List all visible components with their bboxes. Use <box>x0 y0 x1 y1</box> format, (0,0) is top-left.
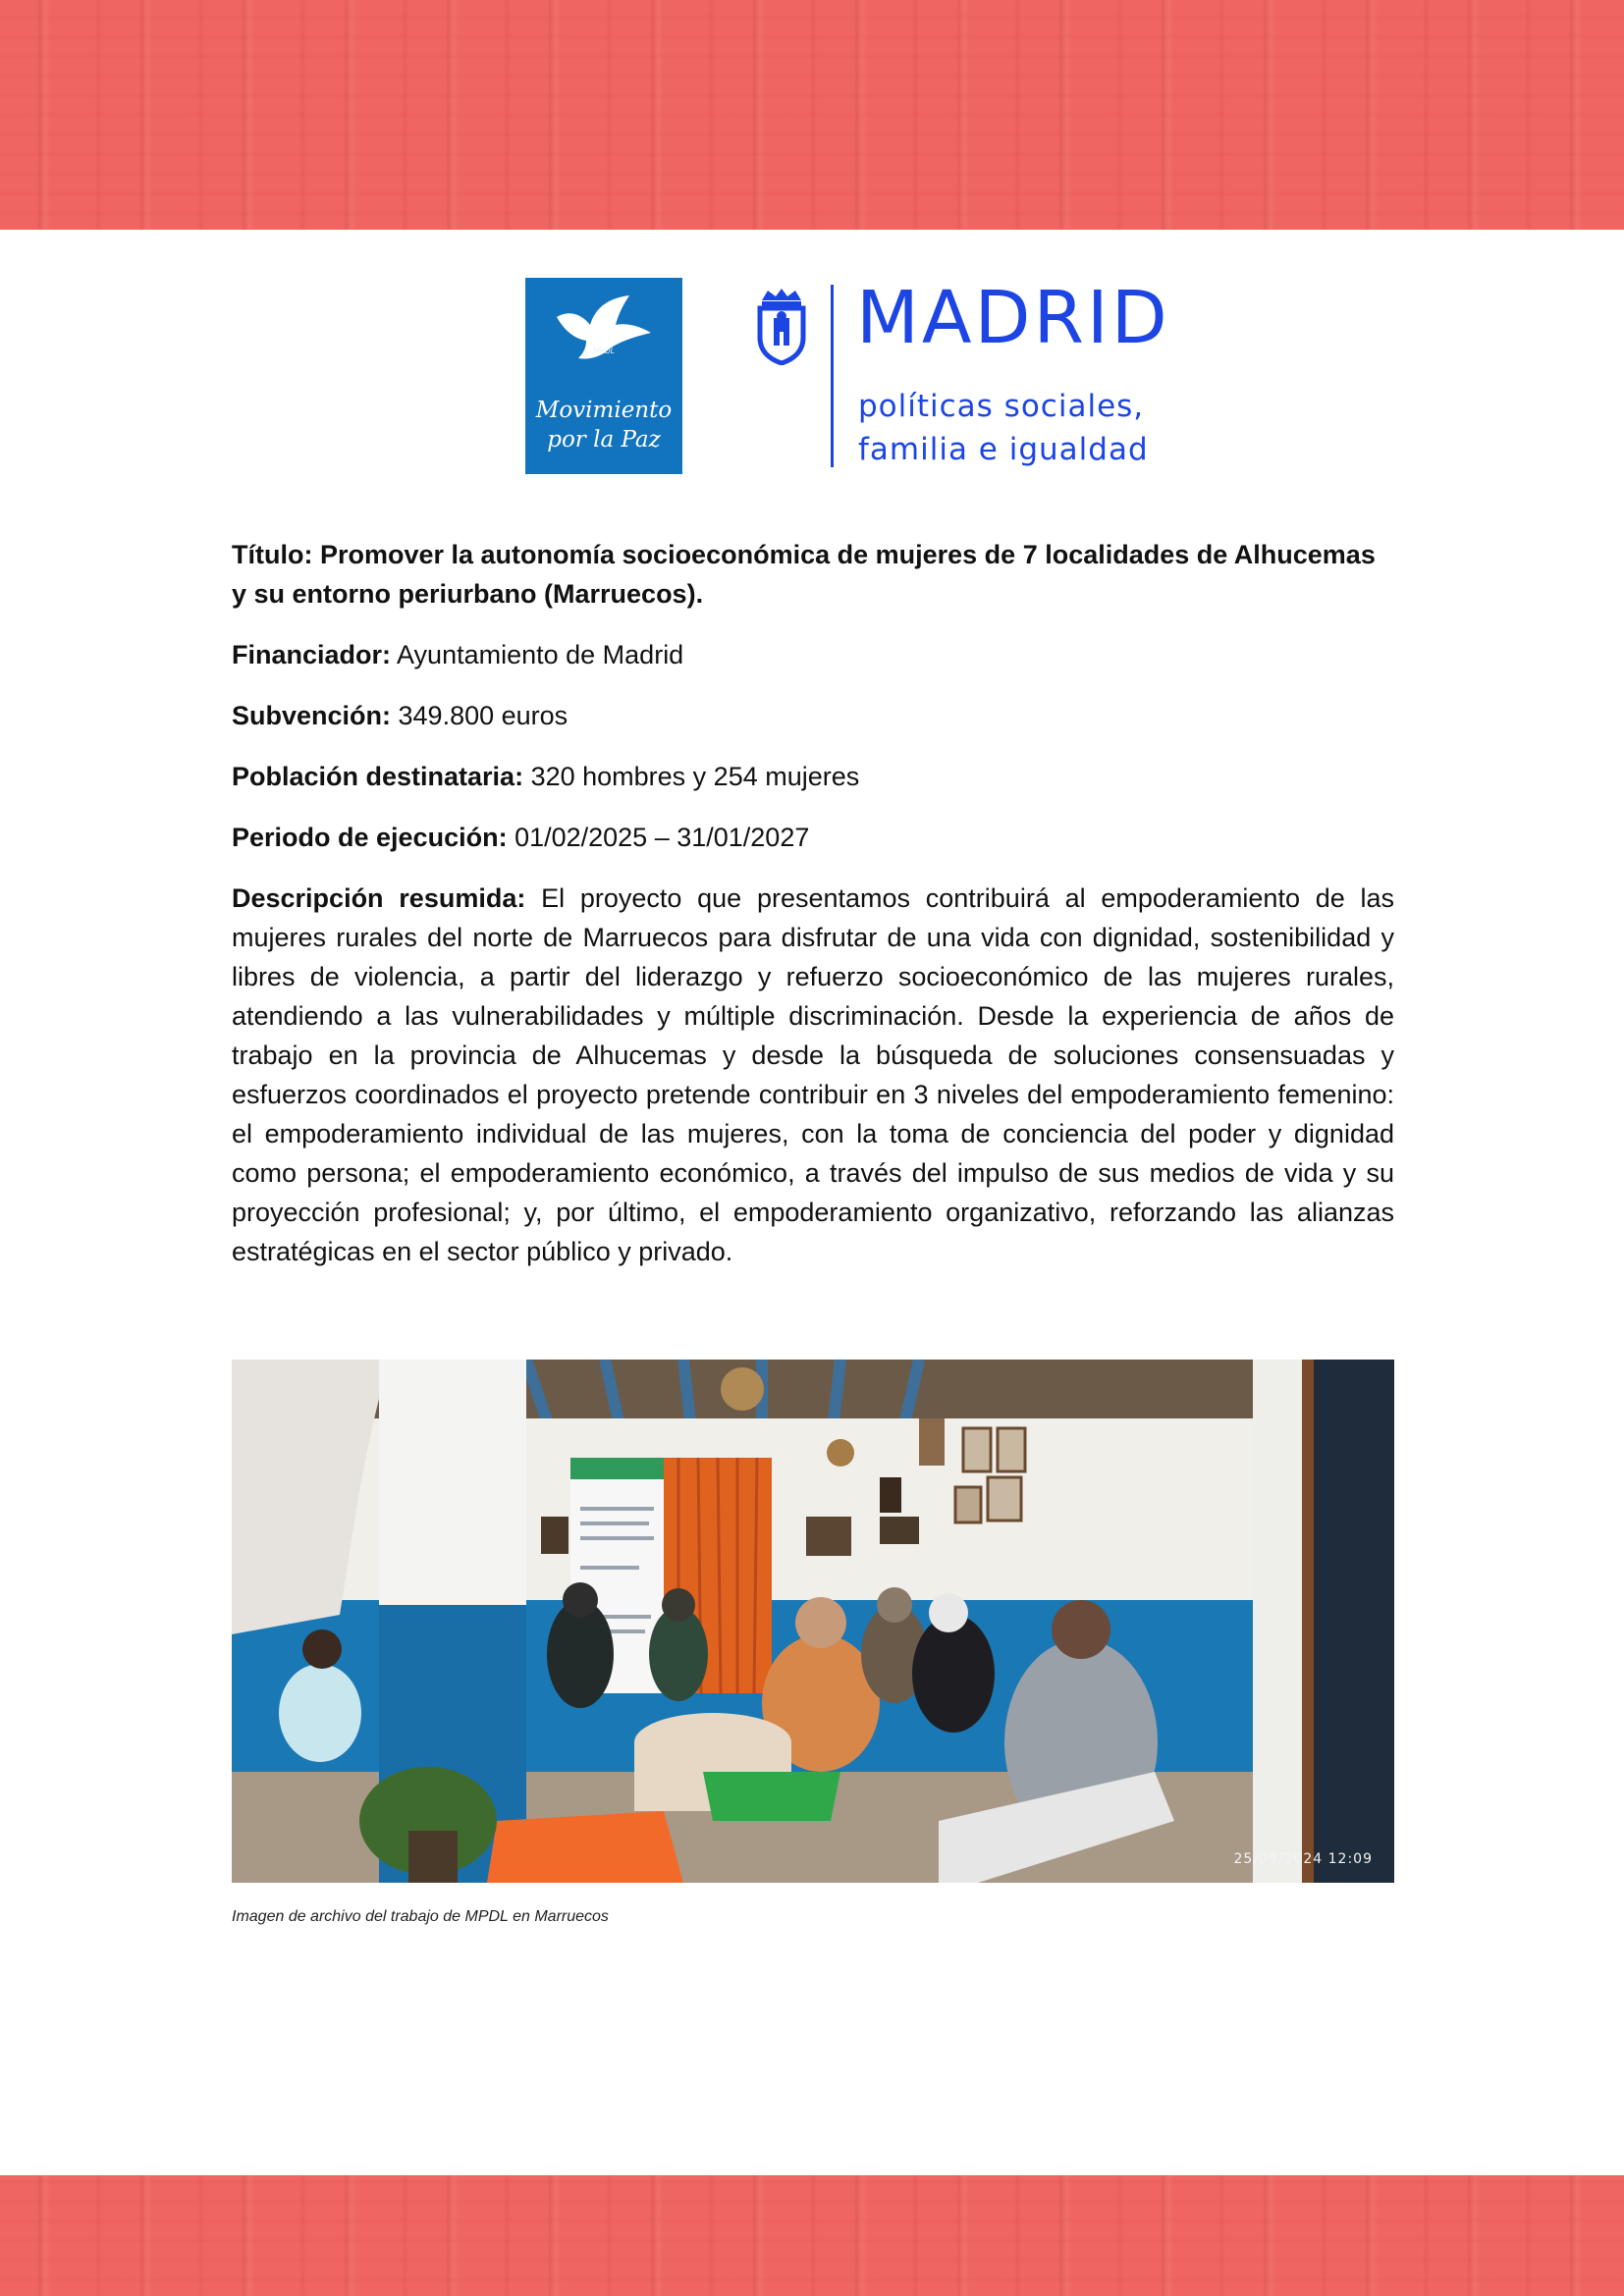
descripcion-value: El proyecto que presentamos contribuirá al empoderamiento de las mujeres rurales del norte de Marruecos para disfrutar de una vida con dignidad, sostenibilidad y libres de violencia, a partir del liderazgo y refuerzo socioeconómico de las mujeres rurales, atendiendo a las vulnerabilidades y múltiple discriminación. Desde la experiencia de años de trabajo en la provincia de Alhucemas y desde la búsqueda de soluciones consensuadas y esfuerzos coordinados el proyecto pretende contribuir en 3 niveles del empoderamiento femenino: el empoderamiento individual de las mujeres, con la toma de conciencia del poder y dignidad como persona; el empoderamiento económico, a través del impulso de sus medios de vida y su proyección profesional; y, por último, el empoderamiento organizativo, reforzando las alianzas estratégicas en el sector público y privado. <box>232 883 1394 1266</box>
madrid-logo <box>754 276 1176 479</box>
mpdl-wordmark-line2: por la Paz <box>547 427 661 453</box>
top-decorative-band <box>0 0 1624 230</box>
descripcion-label: Descripción resumida: <box>232 883 526 913</box>
periodo-field <box>232 818 1394 857</box>
photo-caption: Imagen de archivo del trabajo de MPDL en Marruecos <box>232 1908 609 1925</box>
madrid-crest-icon <box>754 287 809 365</box>
subvencion-label: Subvención: <box>232 701 392 730</box>
poblacion-field <box>232 757 1394 796</box>
project-title: Título: Promover la autonomía socioeconómica de mujeres de 7 localidades de Alhucemas y su entorno periurbano (Marruecos). <box>232 540 1376 609</box>
photo-timestamp: 25/09/2024 12:09 <box>1233 1851 1373 1867</box>
madrid-department-line2: familia e igualdad <box>858 432 1149 467</box>
periodo-label: Periodo de ejecución: <box>232 823 508 852</box>
madrid-wordmark: MADRID <box>856 276 1170 360</box>
madrid-department-line1: políticas sociales, <box>858 389 1145 424</box>
madrid-department <box>858 385 1149 471</box>
financiador-field <box>232 635 1394 674</box>
mpdl-wordmark <box>525 396 682 454</box>
madrid-logo-divider <box>831 285 834 467</box>
bottom-decorative-band <box>0 2175 1624 2296</box>
mpdl-logo <box>525 278 682 474</box>
subvencion-value: 349.800 euros <box>391 701 568 730</box>
project-details <box>232 535 1394 1293</box>
meeting-room-illustration <box>232 1360 1394 1883</box>
periodo-value: 01/02/2025 – 31/01/2027 <box>507 823 810 852</box>
poblacion-value: 320 hombres y 254 mujeres <box>523 762 860 791</box>
poblacion-label: Población destinataria: <box>232 762 524 791</box>
mpdl-wordmark-line1: Movimiento <box>535 398 673 423</box>
mpdl-small-text: MPDL <box>592 347 616 355</box>
financiador-value: Ayuntamiento de Madrid <box>391 640 684 669</box>
subvencion-field <box>232 696 1394 735</box>
project-photo <box>232 1360 1394 1883</box>
descripcion-field <box>232 879 1394 1271</box>
financiador-label: Financiador: <box>232 640 392 669</box>
